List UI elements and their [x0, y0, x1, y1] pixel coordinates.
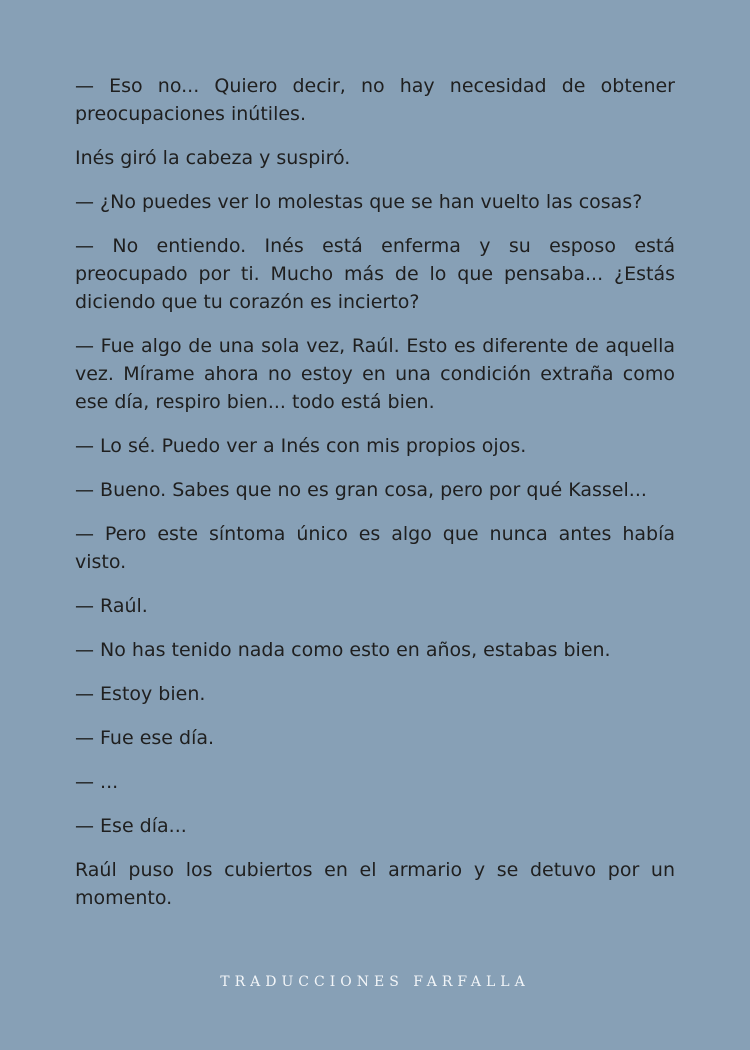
paragraph-5: — Fue algo de una sola vez, Raúl. Esto es diferente de aquella vez. Mírame ahora no estoy en una condición extraña como ese día, respiro bien... todo está bien.: [75, 335, 675, 413]
paragraph-3: — ¿No puedes ver lo molestas que se han vuelto las cosas?: [75, 191, 643, 213]
paragraph-2: Inés giró la cabeza y suspiró.: [75, 147, 351, 169]
paragraph-11: — Estoy bien.: [75, 683, 206, 705]
paragraph-9: — Raúl.: [75, 595, 148, 617]
paragraph-1: — Eso no... Quiero decir, no hay necesidad de obtener preocupaciones inútiles.: [75, 75, 675, 125]
paragraph-10: — No has tenido nada como esto en años, estabas bien.: [75, 639, 611, 661]
paragraph-14: — Ese día...: [75, 815, 187, 837]
text-body: [75, 72, 675, 928]
paragraph-7: — Bueno. Sabes que no es gran cosa, pero por qué Kassel...: [75, 479, 647, 501]
paragraph-13: — ...: [75, 771, 119, 793]
paragraph-4: — No entiendo. Inés está enferma y su esposo está preocupado por ti. Mucho más de lo que pensaba... ¿Estás diciendo que tu corazón es incierto?: [75, 235, 675, 313]
paragraph-6: — Lo sé. Puedo ver a Inés con mis propios ojos.: [75, 435, 527, 457]
paragraph-8: — Pero este síntoma único es algo que nunca antes había visto.: [75, 523, 675, 573]
footer-credit: TRADUCCIONES FARFALLA: [220, 974, 530, 990]
paragraph-15: Raúl puso los cubiertos en el armario y se detuvo por un momento.: [75, 859, 675, 909]
paragraph-12: — Fue ese día.: [75, 727, 215, 749]
